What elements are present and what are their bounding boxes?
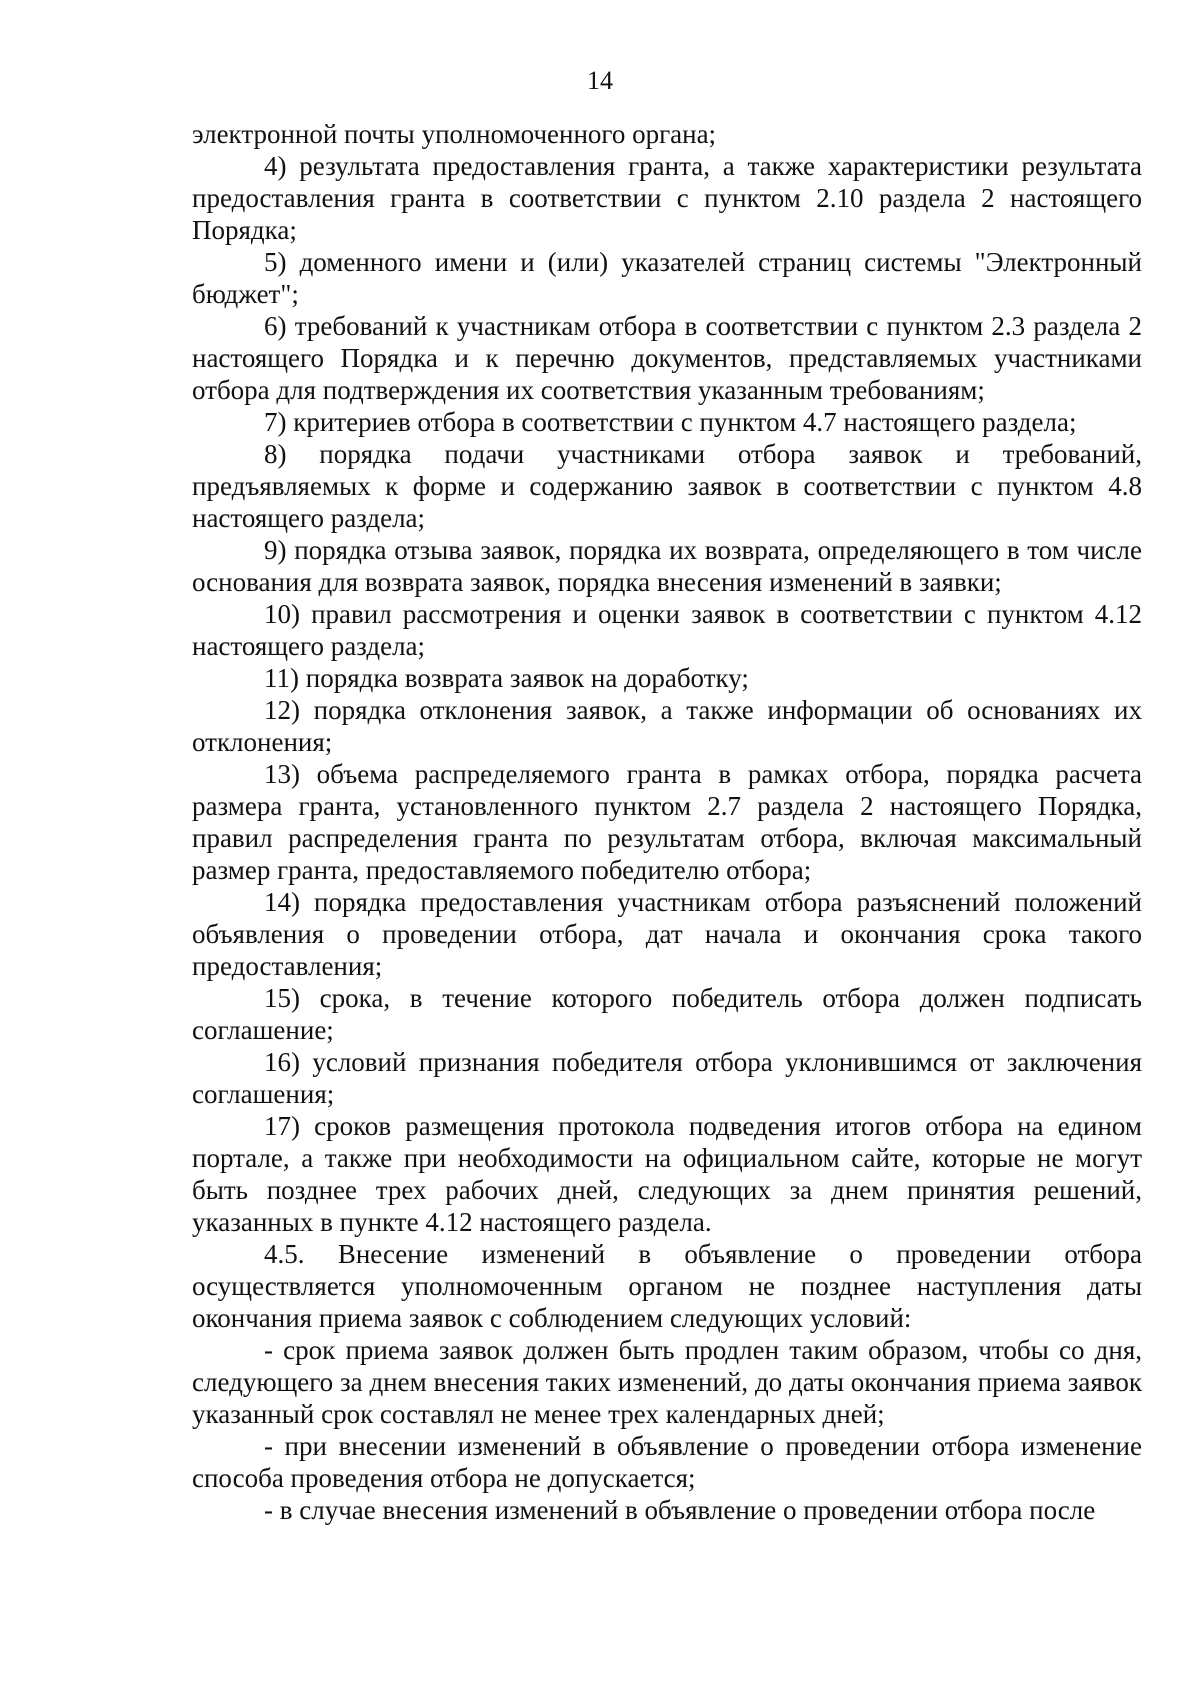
paragraph-item-14: 14) порядка предоставления участникам отбора разъяснений положений объявления о проведении отбора, дат начала и окончания срока такого предоставления; <box>192 887 1142 981</box>
paragraph-item-12: 12) порядка отклонения заявок, а также информации об основаниях их отклонения; <box>192 695 1142 757</box>
paragraph-item-17: 17) сроков размещения протокола подведения итогов отбора на едином портале, а также при необходимости на официальном сайте, которые не могут быть позднее трех рабочих дней, следующих за днем принятия решений, указанных в пункте 4.12 настоящего раздела. <box>192 1111 1142 1237</box>
paragraph-item-11: 11) порядка возврата заявок на доработку; <box>264 663 749 693</box>
paragraph-item-8: 8) порядка подачи участниками отбора заявок и требований, предъявляемых к форме и содержанию заявок в соответствии с пунктом 4.8 настоящего раздела; <box>192 439 1142 533</box>
paragraph-item-6: 6) требований к участникам отбора в соответствии с пунктом 2.3 раздела 2 настоящего Порядка и к перечню документов, представляемых участниками отбора для подтверждения их соответствия указанным требованиям; <box>192 311 1142 405</box>
paragraph-item-15: 15) срока, в течение которого победитель отбора должен подписать соглашение; <box>192 983 1142 1045</box>
paragraph-item-7: 7) критериев отбора в соответствии с пунктом 4.7 настоящего раздела; <box>264 407 1077 437</box>
paragraph-condition-3: - в случае внесения изменений в объявление о проведении отбора после <box>264 1495 1096 1525</box>
paragraph-item-16: 16) условий признания победителя отбора уклонившимся от заключения соглашения; <box>192 1047 1142 1109</box>
paragraph-item-10: 10) правил рассмотрения и оценки заявок в соответствии с пунктом 4.12 настоящего раздела; <box>192 599 1142 661</box>
paragraph-item-5: 5) доменного имени и (или) указателей страниц системы "Электронный бюджет"; <box>192 247 1142 309</box>
paragraph-section-4-5: 4.5. Внесение изменений в объявление о проведении отбора осуществляется уполномоченным органом не позднее наступления даты окончания приема заявок с соблюдением следующих условий: <box>192 1239 1142 1333</box>
paragraph-continuation: электронной почты уполномоченного органа; <box>192 119 717 149</box>
paragraph-item-4: 4) результата предоставления гранта, а также характеристики результата предоставления гранта в соответствии с пунктом 2.10 раздела 2 настоящего Порядка; <box>192 151 1142 245</box>
paragraph-condition-1: - срок приема заявок должен быть продлен таким образом, чтобы со дня, следующего за днем внесения таких изменений, до даты окончания приема заявок указанный срок составлял не менее трех календарных дней; <box>192 1335 1142 1429</box>
document-body <box>192 118 1142 1526</box>
paragraph-condition-2: - при внесении изменений в объявление о проведении отбора изменение способа проведения отбора не допускается; <box>192 1431 1142 1493</box>
paragraph-item-13: 13) объема распределяемого гранта в рамках отбора, порядка расчета размера гранта, установленного пунктом 2.7 раздела 2 настоящего Порядка, правил распределения гранта по результатам отбора, включая максимальный размер гранта, предоставляемого победителю отбора; <box>192 759 1142 885</box>
page-number: 14 <box>587 66 613 95</box>
paragraph-item-9: 9) порядка отзыва заявок, порядка их возврата, определяющего в том числе основания для возврата заявок, порядка внесения изменений в заявки; <box>192 535 1142 597</box>
